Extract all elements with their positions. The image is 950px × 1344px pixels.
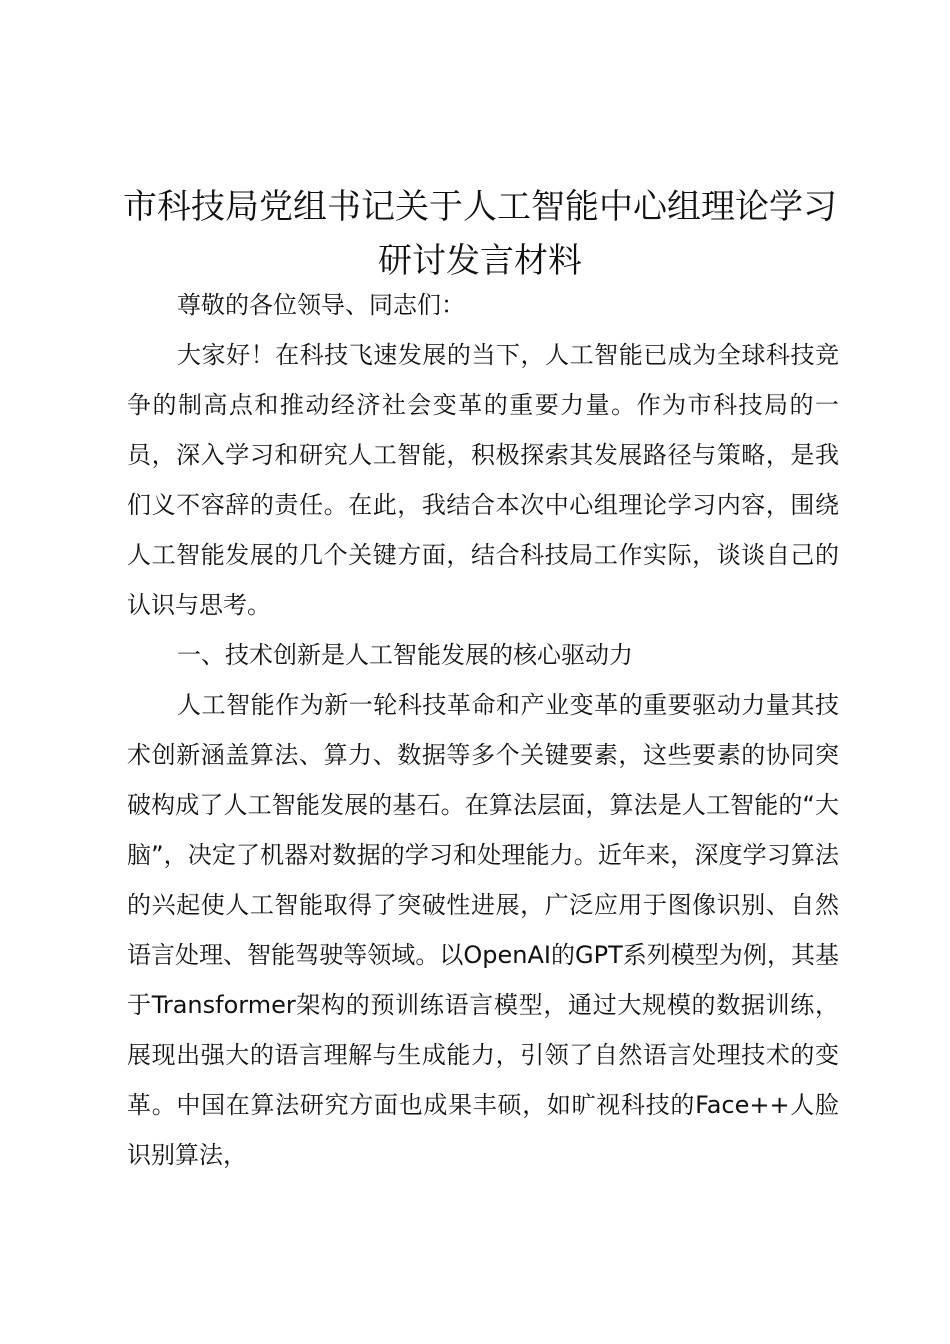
section-paragraph-text: 人工智能作为新一轮科技革命和产业变革的重要驱动力量其技术创新涵盖算法、算力、数据等多个关键要素，这些要素的协同突破构成了人工智能发展的基石。在算法层面，算法是人工智能的“大脑”，决定了机器对数据的学习和处理能力。近年来，深度学习算法的兴起使人工智能取得了突破性进展，广泛应用于图像识别、自然语言处理、智能驾驶等领域。以OpenAI的GPT系列模型为例，其基于Transformer架构的预训练语言模型，通过大规模的数据训练，展现出强大的语言理解与生成能力，引领了自然语言处理技术的变革。中国在算法研究方面也成果丰硕，如旷视科技的Face++人脸识别算法， — [127, 691, 839, 1169]
section-heading-text: 一、技术创新是人工智能发展的核心驱动力 — [177, 641, 633, 669]
salutation — [127, 280, 839, 330]
section-heading — [127, 630, 839, 680]
document-title: 市科技局党组书记关于人工智能中心组理论学习研讨发言材料 — [123, 187, 837, 281]
salutation-text: 尊敬的各位领导、同志们： — [177, 291, 465, 319]
opening-paragraph-text: 大家好！在科技飞速发展的当下，人工智能已成为全球科技竞争的制高点和推动经济社会变革的重要力量。作为市科技局的一员，深入学习和研究人工智能，积极探索其发展路径与策略，是我们义不容辞的责任。在此，我结合本次中心组理论学习内容，围绕人工智能发展的几个关键方面，结合科技局工作实际，谈谈自己的认识与思考。 — [127, 341, 839, 619]
opening-paragraph — [127, 330, 839, 630]
section-paragraph — [127, 680, 839, 1180]
